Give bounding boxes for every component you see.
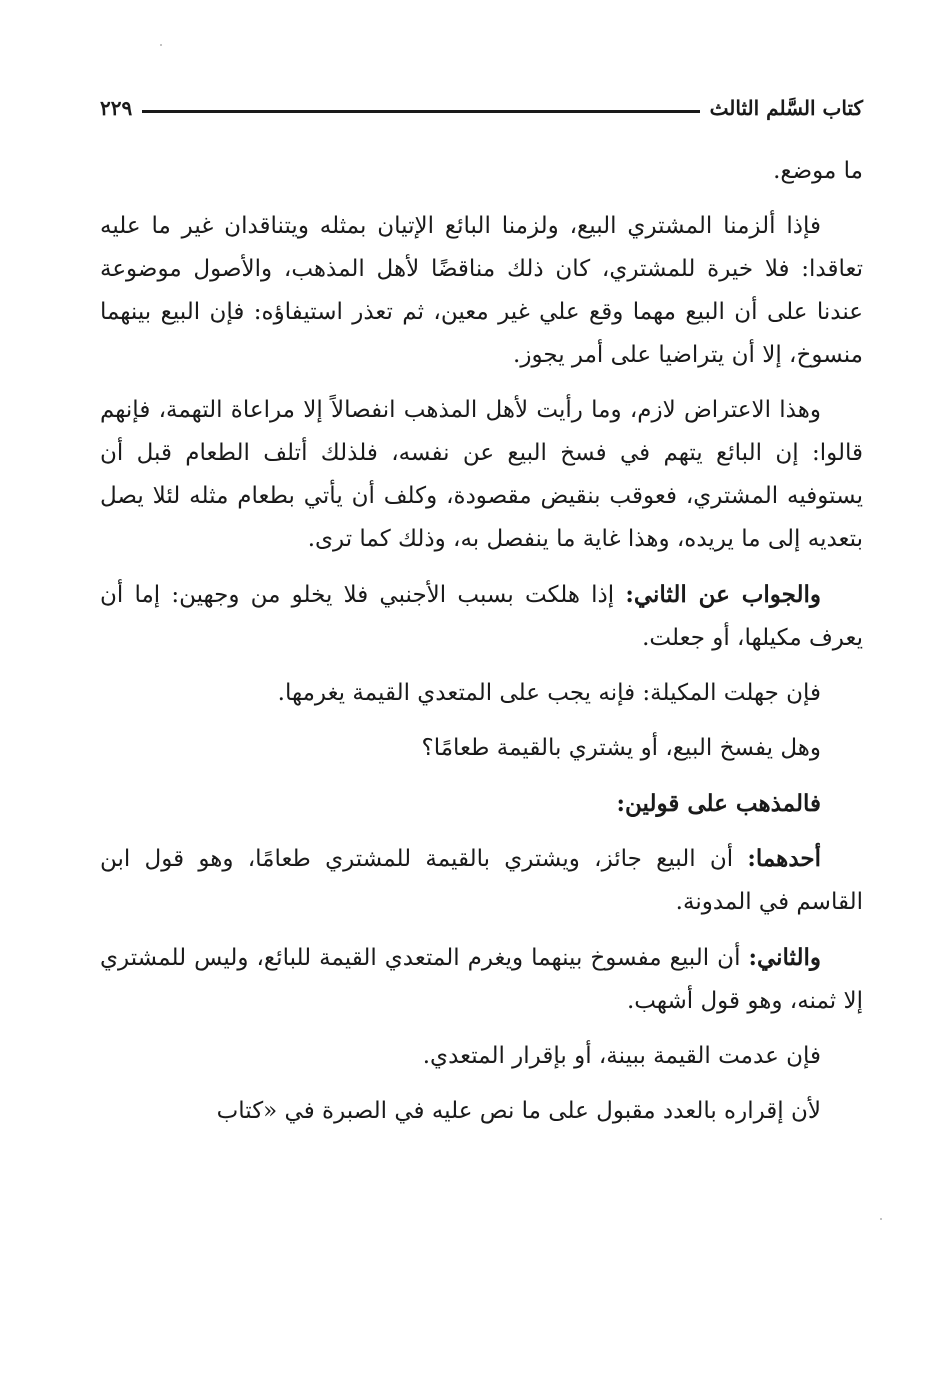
scan-speck: [880, 1218, 882, 1220]
body-text: [100, 150, 863, 1145]
running-title: كتاب السَّلم الثالث: [709, 96, 863, 120]
paragraph: والثاني: أن البيع مفسوخ بينهما ويغرم المتعدي القيمة للبائع، وليس للمشتري إلا ثمنه، وهو قول أشهب.: [100, 944, 863, 1014]
paragraph: والجواب عن الثاني: إذا هلكت بسبب الأجنبي فلا يخلو من وجهين: إما أن يعرف مكيلها، أو جعلت.: [100, 581, 863, 651]
paragraph: فإن عدمت القيمة ببينة، أو بإقرار المتعدي.: [422, 1043, 821, 1069]
paragraph: فإن جهلت المكيلة: فإنه يجب على المتعدي القيمة يغرمها.: [277, 680, 821, 706]
scan-speck: [160, 44, 162, 46]
paragraph: ما موضع.: [773, 158, 863, 184]
paragraph-lead: أحدهما:: [747, 845, 821, 872]
header-rule: [142, 110, 699, 113]
section-heading: فالمذهب على قولين:: [616, 790, 821, 817]
paragraph: أحدهما: أن البيع جائز، ويشتري بالقيمة للمشتري طعامًا، وهو قول ابن القاسم في المدونة.: [100, 845, 863, 915]
paragraph: وهل يفسخ البيع، أو يشتري بالقيمة طعامًا؟: [421, 735, 821, 761]
page-header: [100, 88, 863, 128]
paragraph-lead: والثاني:: [748, 944, 821, 971]
paragraph-lead: والجواب عن الثاني:: [625, 581, 822, 608]
page-number: ٢٢٩: [100, 96, 133, 120]
paragraph: وهذا الاعتراض لازم، وما رأيت لأهل المذهب انفصالاً إلا مراعاة التهمة، فإنهم قالوا: إن البائع يتهم في فسخ البيع عن نفسه، فلذلك أتلف الطعام قبل أن يستوفيه المشتري، فعوقب بنقيض مقصودة، وكلف أن يأتي بطعام مثله لئلا يصل بتعديه إلى ما يريده، وهذا غاية ما ينفصل به، وذلك كما ترى.: [100, 397, 863, 552]
paragraph: لأن إقراره بالعدد مقبول على ما نص عليه في الصبرة في «كتاب: [216, 1098, 821, 1124]
paragraph: فإذا ألزمنا المشتري البيع، ولزمنا البائع الإتيان بمثله ويتناقدان غير ما عليه تعاقدا: فلا خيرة للمشتري، كان ذلك مناقضًا لأهل المذهب، والأصول موضوعة عندنا على أن البيع مهما وقع علي غير معين، ثم تعذر استيفاؤه: فإن البيع بينهما منسوخ، إلا أن يتراضيا على أمر يجوز.: [100, 213, 863, 368]
